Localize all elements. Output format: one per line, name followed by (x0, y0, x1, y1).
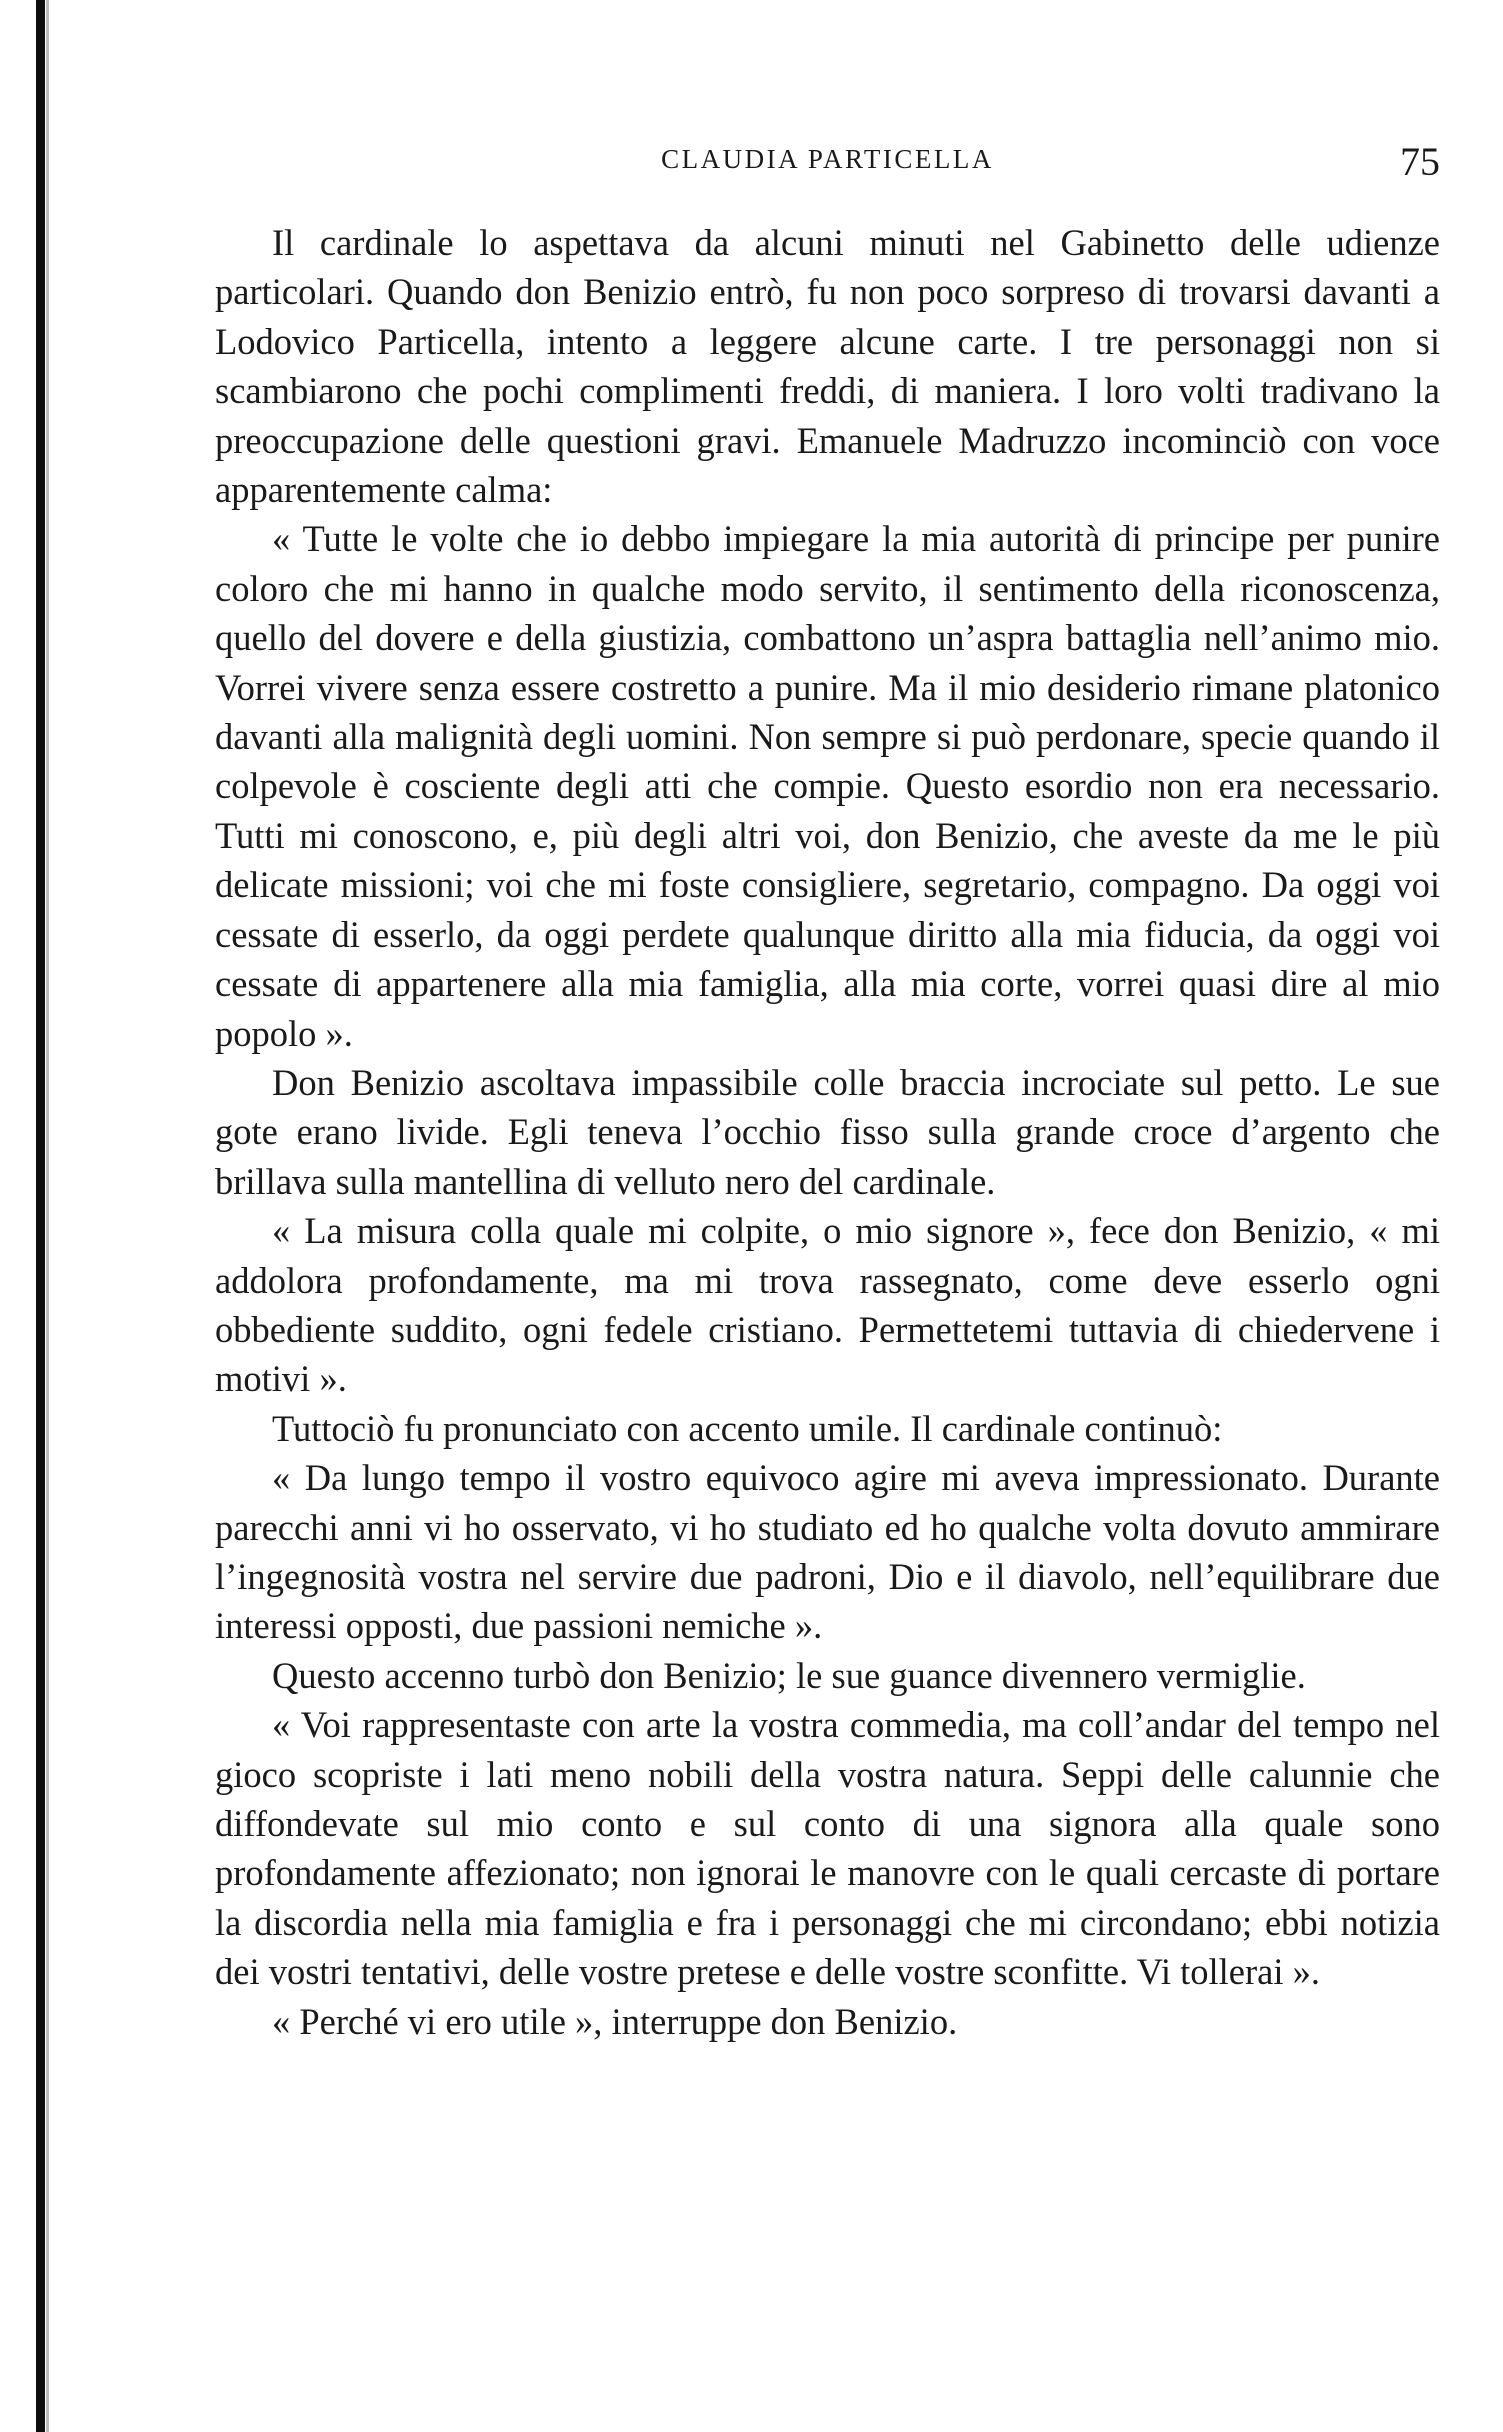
paragraph-9: « Perché vi ero utile », interruppe don Benizio. (272, 2000, 958, 2042)
paragraph-5: Tuttociò fu pronunciato con accento umile. Il cardinale continuò: (272, 1407, 1223, 1449)
running-head (215, 138, 1440, 198)
page-binding-shadow (46, 0, 49, 2432)
page-number: 75 (1400, 139, 1440, 184)
paragraph-7: Questo accenno turbò don Benizio; le sue guance divennero vermiglie. (272, 1654, 1306, 1696)
paragraph-3: Don Benizio ascoltava impassibile colle braccia incrociate sul petto. Le sue gote erano livide. Egli teneva l’occhio fisso sulla grande croce d’argento che brillava sulla mantellina di velluto nero del cardinale. (215, 1061, 1440, 1202)
paragraph-8: « Voi rappresentaste con arte la vostra commedia, ma coll’andar del tempo nel gioco scopriste i lati meno nobili della vostra natura. Seppi delle calunnie che diffondevate sul mio conto e sul conto di una signora alla quale sono profondamente affezionato; non ignorai le manovre con le quali cercaste di portare la discordia nella mia famiglia e fra i personaggi che mi circondano; ebbi notizia dei vostri tentativi, delle vostre pretese e delle vostre sconfitte. Vi tollerai ». (215, 1704, 1440, 1993)
body-text (215, 218, 1440, 2046)
paragraph-6: « Da lungo tempo il vostro equivoco agire mi aveva impressionato. Durante parecchi anni vi ho osservato, vi ho studiato ed ho qualche volta dovuto ammirare l’ingegnosità vostra nel servire due padroni, Dio e il diavolo, nell’equilibrare due interessi opposti, due passioni nemiche ». (215, 1457, 1440, 1647)
paragraph-2: « Tutte le volte che io debbo impiegare la mia autorità di principe per punire coloro che mi hanno in qualche modo servito, il sentimento della riconoscenza, quello del dovere e della giustizia, combattono un’aspra battaglia nell’animo mio. Vorrei vivere senza essere costretto a punire. Ma il mio desiderio rimane platonico davanti alla malignità degli uomini. Non sempre si può perdonare, specie quando il colpevole è cosciente degli atti che compie. Questo esordio non era necessario. Tutti mi conoscono, e, più degli altri voi, don Benizio, che aveste da me le più delicate missioni; voi che mi foste consigliere, segretario, compagno. Da oggi voi cessate di esserlo, da oggi perdete qualunque diritto alla mia fiducia, da oggi voi cessate di appartenere alla mia famiglia, alla mia corte, vorrei quasi dire al mio popolo ». (215, 518, 1440, 1054)
paragraph-1: Il cardinale lo aspettava da alcuni minuti nel Gabinetto delle udienze particolari. Quando don Benizio entrò, fu non poco sorpreso di trovarsi davanti a Lodovico Particella, intento a leggere alcune carte. I tre personaggi non si scambiarono che pochi complimenti freddi, di maniera. I loro volti tradivano la preoccupazione delle questioni gravi. Emanuele Madruzzo incominciò con voce apparentemente calma: (215, 222, 1440, 511)
running-title: CLAUDIA PARTICELLA (661, 144, 994, 174)
page-binding-edge (36, 0, 45, 2432)
paragraph-4: « La misura colla quale mi colpite, o mio signore », fece don Benizio, « mi addolora profondamente, ma mi trova rassegnato, come deve esserlo ogni obbediente suddito, ogni fedele cristiano. Permettetemi tuttavia di chiedervene i motivi ». (215, 1210, 1440, 1400)
